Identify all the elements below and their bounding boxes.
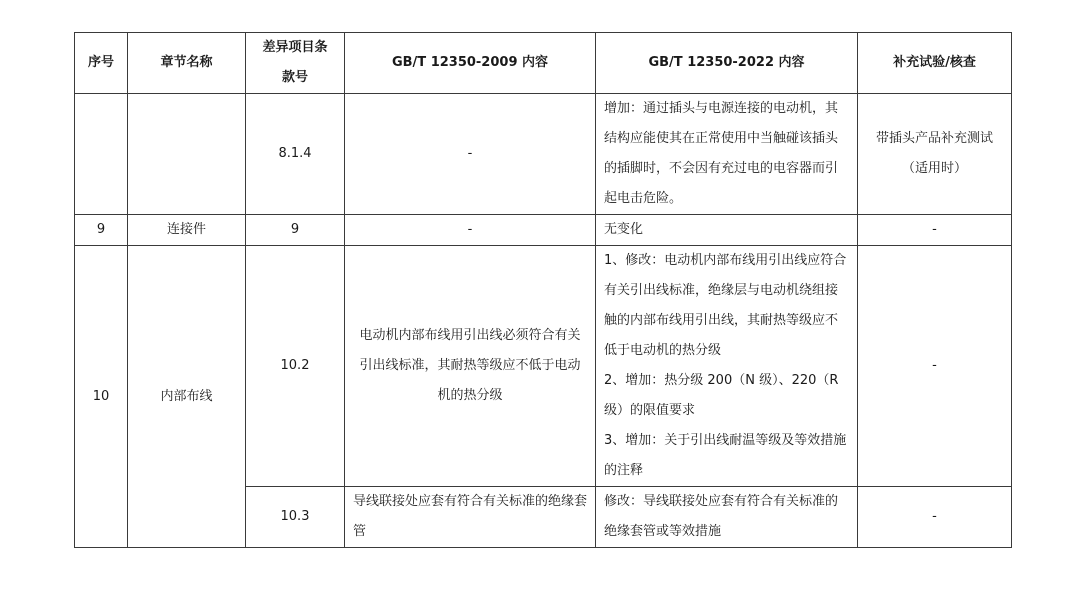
row3-old-content: 电动机内部布线用引出线必须符合有关引出线标准，其耐热等级应不低于电动机的热分级 <box>345 246 596 487</box>
header-seq: 序号 <box>75 33 128 94</box>
header-supplementary-check: 补充试验/核查 <box>858 33 1012 94</box>
table-row <box>75 94 1012 215</box>
row1-check: 带插头产品补充测试（适用时） <box>858 94 1012 215</box>
row4-new-content: 修改：导线联接处应套有符合有关标准的绝缘套管或等效措施 <box>596 487 858 548</box>
row3-new-content <box>596 246 858 487</box>
row3-new-item-1: 1、修改：电动机内部布线用引出线应符合有关引出线标准，绝缘层与电动机绕组接触的内部布线用引出线，其耐热等级应不低于电动机的热分级 <box>604 253 847 358</box>
row4-clause: 10.3 <box>246 487 345 548</box>
table-row <box>75 246 1012 487</box>
row3-seq: 10 <box>75 246 128 548</box>
header-new-standard: GB/T 12350-2022 内容 <box>596 33 858 94</box>
row3-check: - <box>858 246 1012 487</box>
row2-seq: 9 <box>75 215 128 246</box>
row4-old-content: 导线联接处应套有符合有关标准的绝缘套管 <box>345 487 596 548</box>
row3-new-item-3: 3、增加：关于引出线耐温等级及等效措施的注释 <box>604 433 847 478</box>
row1-old-content: - <box>345 94 596 215</box>
header-clause: 差异项目条款号 <box>246 33 345 94</box>
header-row <box>75 33 1012 94</box>
row3-chapter: 内部布线 <box>128 246 246 548</box>
comparison-table <box>74 32 1012 548</box>
row3-clause: 10.2 <box>246 246 345 487</box>
row2-clause: 9 <box>246 215 345 246</box>
row1-new-content: 增加：通过插头与电源连接的电动机，其结构应能使其在正常使用中当触碰该插头的插脚时，不会因有充过电的电容器而引起电击危险。 <box>596 94 858 215</box>
row1-chapter <box>128 94 246 215</box>
row3-new-item-2: 2、增加：热分级 200（N 级）、220（R 级）的限值要求 <box>604 373 839 418</box>
row1-clause: 8.1.4 <box>246 94 345 215</box>
header-old-standard: GB/T 12350-2009 内容 <box>345 33 596 94</box>
row2-new-content: 无变化 <box>596 215 858 246</box>
row2-chapter: 连接件 <box>128 215 246 246</box>
header-chapter: 章节名称 <box>128 33 246 94</box>
row2-check: - <box>858 215 1012 246</box>
row4-check: - <box>858 487 1012 548</box>
table-row <box>75 215 1012 246</box>
row2-old-content: - <box>345 215 596 246</box>
row1-seq <box>75 94 128 215</box>
